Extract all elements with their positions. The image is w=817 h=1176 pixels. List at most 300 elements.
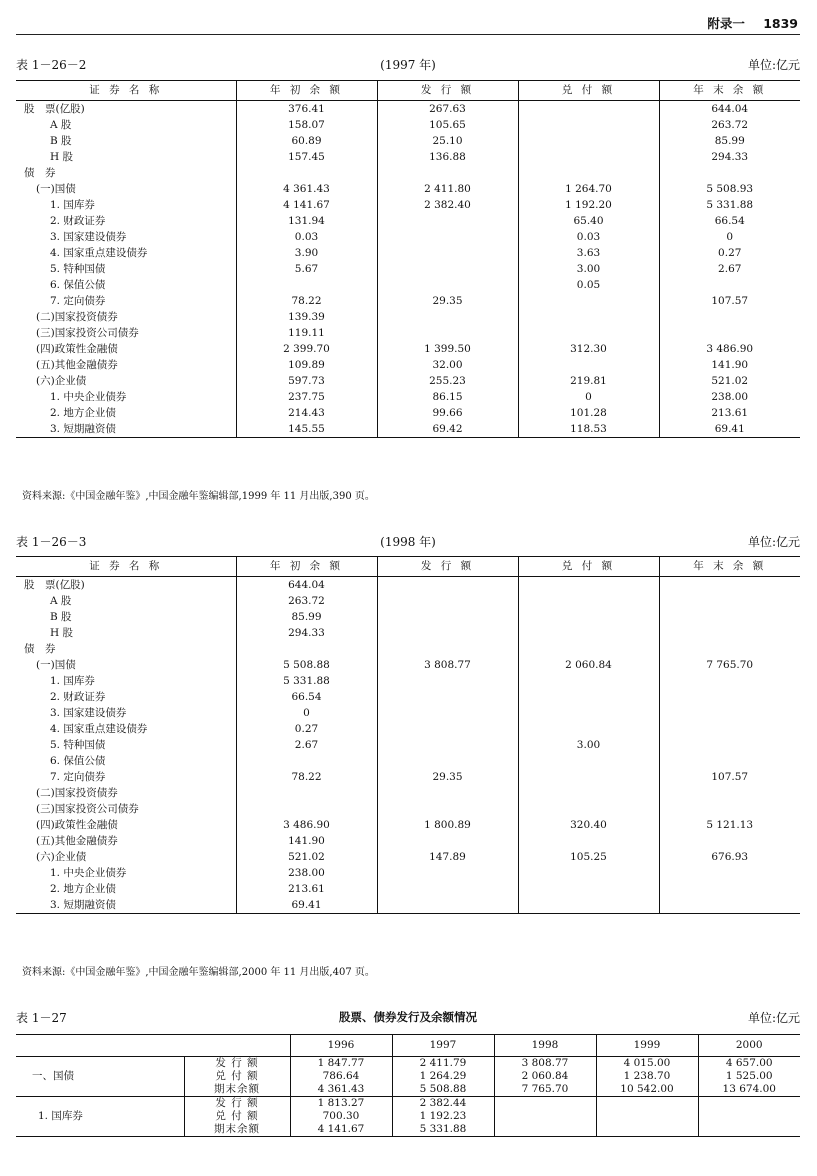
table-row xyxy=(16,689,800,705)
value-cell: 4 141.67 xyxy=(290,1123,392,1137)
opening-balance-cell: 60.89 xyxy=(236,133,377,149)
value-cell: 2 411.79 xyxy=(392,1057,494,1071)
table-1998-year: (1998 年) xyxy=(380,535,436,549)
issued-amount-cell xyxy=(377,229,518,245)
value-cell xyxy=(494,1123,596,1137)
value-cell: 7 765.70 xyxy=(494,1083,596,1097)
table-row xyxy=(16,865,800,881)
opening-balance-cell xyxy=(236,753,377,769)
closing-balance-cell xyxy=(659,689,800,705)
value-cell: 1 264.29 xyxy=(392,1070,494,1083)
issued-amount-cell: 25.10 xyxy=(377,133,518,149)
opening-balance-cell: 139.39 xyxy=(236,309,377,325)
redeemed-amount-cell: 0 xyxy=(518,389,659,405)
opening-balance-cell: 66.54 xyxy=(236,689,377,705)
value-cell: 1 192.23 xyxy=(392,1110,494,1123)
redeemed-amount-cell xyxy=(518,149,659,165)
security-name: (二)国家投资债券 xyxy=(36,787,118,799)
redeemed-amount-cell: 1 264.70 xyxy=(518,181,659,197)
redeemed-amount-cell: 3.63 xyxy=(518,245,659,261)
security-name: (一)国债 xyxy=(36,183,76,195)
opening-balance-cell: 3 486.90 xyxy=(236,817,377,833)
opening-balance-cell: 158.07 xyxy=(236,117,377,133)
security-name: (五)其他金融债券 xyxy=(36,359,118,371)
issued-amount-cell: 136.88 xyxy=(377,149,518,165)
table-row xyxy=(16,277,800,293)
closing-balance-cell xyxy=(659,753,800,769)
closing-balance-cell xyxy=(659,785,800,801)
redeemed-amount-cell: 0.05 xyxy=(518,277,659,293)
security-name: (四)政策性金融债 xyxy=(36,343,118,355)
table-row xyxy=(16,197,800,213)
table-row xyxy=(16,833,800,849)
redeemed-amount-cell xyxy=(518,641,659,657)
closing-balance-cell: 5 121.13 xyxy=(659,817,800,833)
opening-balance-cell: 213.61 xyxy=(236,881,377,897)
value-cell: 5 331.88 xyxy=(392,1123,494,1137)
year-header: 1997 xyxy=(392,1035,494,1057)
metric-label: 兑 付 额 xyxy=(184,1110,290,1123)
security-name: 股 票(亿股) xyxy=(24,103,85,115)
closing-balance-cell xyxy=(659,737,800,753)
column-header: 兑 付 额 xyxy=(518,557,659,577)
metric-label: 发 行 额 xyxy=(184,1097,290,1111)
value-cell xyxy=(698,1123,800,1137)
table-row xyxy=(16,421,800,438)
column-header: 兑 付 额 xyxy=(518,81,659,101)
issued-amount-cell xyxy=(377,609,518,625)
closing-balance-cell xyxy=(659,801,800,817)
closing-balance-cell: 521.02 xyxy=(659,373,800,389)
closing-balance-cell: 5 331.88 xyxy=(659,197,800,213)
table-row xyxy=(16,641,800,657)
security-name: 3. 国家建设债券 xyxy=(50,231,127,243)
issued-amount-cell xyxy=(377,833,518,849)
security-name: 股 票(亿股) xyxy=(24,579,85,591)
security-name: 2. 地方企业债 xyxy=(50,407,116,419)
closing-balance-cell: 7 765.70 xyxy=(659,657,800,673)
opening-balance-cell: 214.43 xyxy=(236,405,377,421)
closing-balance-cell: 238.00 xyxy=(659,389,800,405)
column-header: 证 券 名 称 xyxy=(89,84,163,96)
redeemed-amount-cell xyxy=(518,293,659,309)
issued-amount-cell xyxy=(377,309,518,325)
closing-balance-cell: 263.72 xyxy=(659,117,800,133)
table-row xyxy=(16,705,800,721)
table-1998-caption xyxy=(16,533,800,551)
value-cell: 2 382.44 xyxy=(392,1097,494,1111)
redeemed-amount-cell xyxy=(518,881,659,897)
year-header: 2000 xyxy=(698,1035,800,1057)
redeemed-amount-cell xyxy=(518,673,659,689)
column-header: 证 券 名 称 xyxy=(89,560,163,572)
issued-amount-cell xyxy=(377,641,518,657)
issued-amount-cell xyxy=(377,165,518,181)
issued-amount-cell xyxy=(377,785,518,801)
security-name: (一)国债 xyxy=(36,659,76,671)
table-row xyxy=(16,769,800,785)
issued-amount-cell: 147.89 xyxy=(377,849,518,865)
value-cell: 13 674.00 xyxy=(698,1083,800,1097)
opening-balance-cell: 294.33 xyxy=(236,625,377,641)
closing-balance-cell: 66.54 xyxy=(659,213,800,229)
table-row xyxy=(16,817,800,833)
table-row xyxy=(16,389,800,405)
value-cell: 3 808.77 xyxy=(494,1057,596,1071)
table-row xyxy=(16,373,800,389)
security-name: H 股 xyxy=(50,151,73,163)
table-127-header-row xyxy=(16,1035,800,1057)
opening-balance-cell: 263.72 xyxy=(236,593,377,609)
security-name: A 股 xyxy=(50,595,72,607)
issued-amount-cell: 1 800.89 xyxy=(377,817,518,833)
table-127 xyxy=(16,1034,800,1137)
table-127-caption xyxy=(16,1009,800,1027)
table-row xyxy=(16,785,800,801)
opening-balance-cell: 2.67 xyxy=(236,737,377,753)
value-cell: 1 238.70 xyxy=(596,1070,698,1083)
table-row xyxy=(16,593,800,609)
table-row xyxy=(16,101,800,118)
issued-amount-cell: 267.63 xyxy=(377,101,518,118)
column-header: 发 行 额 xyxy=(377,81,518,101)
security-name: A 股 xyxy=(50,119,72,131)
redeemed-amount-cell xyxy=(518,705,659,721)
value-cell: 4 361.43 xyxy=(290,1083,392,1097)
closing-balance-cell: 69.41 xyxy=(659,421,800,438)
table-row xyxy=(16,133,800,149)
closing-balance-cell xyxy=(659,673,800,689)
opening-balance-cell: 0 xyxy=(236,705,377,721)
table-row xyxy=(16,117,800,133)
closing-balance-cell: 0 xyxy=(659,229,800,245)
metric-label: 期末余额 xyxy=(184,1083,290,1097)
value-cell: 1 847.77 xyxy=(290,1057,392,1071)
column-header: 年 末 余 额 xyxy=(659,557,800,577)
opening-balance-cell: 5.67 xyxy=(236,261,377,277)
table-127-unit: 单位:亿元 xyxy=(747,1011,800,1025)
issued-amount-cell xyxy=(377,625,518,641)
security-name: 4. 国家重点建设债券 xyxy=(50,247,148,259)
value-cell: 786.64 xyxy=(290,1070,392,1083)
table-1998-code: 表 1－26－3 xyxy=(16,535,87,549)
closing-balance-cell xyxy=(659,641,800,657)
value-cell xyxy=(494,1097,596,1111)
security-name: 2. 地方企业债 xyxy=(50,883,116,895)
table-row xyxy=(16,341,800,357)
closing-balance-cell: 5 508.93 xyxy=(659,181,800,197)
redeemed-amount-cell: 3.00 xyxy=(518,261,659,277)
metric-label: 期末余额 xyxy=(184,1123,290,1137)
redeemed-amount-cell: 3.00 xyxy=(518,737,659,753)
closing-balance-cell: 107.57 xyxy=(659,293,800,309)
table-row xyxy=(16,1097,800,1111)
redeemed-amount-cell: 320.40 xyxy=(518,817,659,833)
security-name: 2. 财政证券 xyxy=(50,691,106,703)
table-row xyxy=(16,261,800,277)
redeemed-amount-cell: 105.25 xyxy=(518,849,659,865)
opening-balance-cell: 237.75 xyxy=(236,389,377,405)
security-name: 债 券 xyxy=(24,643,56,655)
security-name: 7. 定向债券 xyxy=(50,295,106,307)
issued-amount-cell: 86.15 xyxy=(377,389,518,405)
closing-balance-cell: 0.27 xyxy=(659,245,800,261)
redeemed-amount-cell xyxy=(518,165,659,181)
year-header: 1999 xyxy=(596,1035,698,1057)
issued-amount-cell: 69.42 xyxy=(377,421,518,438)
issued-amount-cell xyxy=(377,881,518,897)
table-row xyxy=(16,245,800,261)
issued-amount-cell: 29.35 xyxy=(377,769,518,785)
table-row xyxy=(16,293,800,309)
group-name: 1. 国库券 xyxy=(38,1110,83,1122)
table-row xyxy=(16,897,800,914)
redeemed-amount-cell xyxy=(518,357,659,373)
opening-balance-cell: 238.00 xyxy=(236,865,377,881)
issued-amount-cell xyxy=(377,593,518,609)
table-row xyxy=(16,325,800,341)
year-header: 1998 xyxy=(494,1035,596,1057)
metric-label: 兑 付 额 xyxy=(184,1070,290,1083)
table-1998-header-row xyxy=(16,557,800,577)
header-section: 附录一 xyxy=(707,16,745,31)
security-name: (四)政策性金融债 xyxy=(36,819,118,831)
opening-balance-cell: 78.22 xyxy=(236,293,377,309)
closing-balance-cell: 676.93 xyxy=(659,849,800,865)
security-name: 7. 定向债券 xyxy=(50,771,106,783)
value-cell: 4 657.00 xyxy=(698,1057,800,1071)
table-row xyxy=(16,625,800,641)
redeemed-amount-cell xyxy=(518,865,659,881)
table-row xyxy=(16,405,800,421)
value-cell: 2 060.84 xyxy=(494,1070,596,1083)
closing-balance-cell xyxy=(659,625,800,641)
security-name: (六)企业债 xyxy=(36,375,87,387)
closing-balance-cell xyxy=(659,609,800,625)
table-row xyxy=(16,1057,800,1071)
redeemed-amount-cell xyxy=(518,801,659,817)
redeemed-amount-cell xyxy=(518,325,659,341)
header-page-number: 1839 xyxy=(763,16,798,31)
opening-balance-cell: 521.02 xyxy=(236,849,377,865)
metric-label: 发 行 额 xyxy=(184,1057,290,1071)
table-1997-caption xyxy=(16,56,800,74)
issued-amount-cell xyxy=(377,753,518,769)
closing-balance-cell: 2.67 xyxy=(659,261,800,277)
redeemed-amount-cell xyxy=(518,133,659,149)
closing-balance-cell: 3 486.90 xyxy=(659,341,800,357)
opening-balance-cell: 78.22 xyxy=(236,769,377,785)
security-name: (三)国家投资公司债券 xyxy=(36,327,139,339)
opening-balance-cell xyxy=(236,165,377,181)
issued-amount-cell xyxy=(377,213,518,229)
opening-balance-cell: 5 508.88 xyxy=(236,657,377,673)
table-row xyxy=(16,357,800,373)
closing-balance-cell xyxy=(659,705,800,721)
issued-amount-cell: 105.65 xyxy=(377,117,518,133)
opening-balance-cell: 3.90 xyxy=(236,245,377,261)
opening-balance-cell: 597.73 xyxy=(236,373,377,389)
issued-amount-cell xyxy=(377,737,518,753)
table-1997-unit: 单位:亿元 xyxy=(747,58,800,72)
issued-amount-cell: 99.66 xyxy=(377,405,518,421)
table-1997-year: (1997 年) xyxy=(380,58,436,72)
opening-balance-cell: 0.03 xyxy=(236,229,377,245)
opening-balance-cell: 376.41 xyxy=(236,101,377,118)
value-cell: 1 813.27 xyxy=(290,1097,392,1111)
table-127-corner xyxy=(16,1035,290,1057)
redeemed-amount-cell: 219.81 xyxy=(518,373,659,389)
opening-balance-cell: 157.45 xyxy=(236,149,377,165)
opening-balance-cell: 2 399.70 xyxy=(236,341,377,357)
security-name: 1. 国库券 xyxy=(50,199,95,211)
table-row xyxy=(16,673,800,689)
table-row xyxy=(16,881,800,897)
security-name: B 股 xyxy=(50,611,72,623)
table-row xyxy=(16,721,800,737)
closing-balance-cell xyxy=(659,833,800,849)
issued-amount-cell xyxy=(377,673,518,689)
security-name: (三)国家投资公司债券 xyxy=(36,803,139,815)
redeemed-amount-cell xyxy=(518,721,659,737)
security-name: 5. 特种国债 xyxy=(50,263,106,275)
issued-amount-cell xyxy=(377,865,518,881)
closing-balance-cell xyxy=(659,577,800,594)
opening-balance-cell: 0.27 xyxy=(236,721,377,737)
redeemed-amount-cell xyxy=(518,785,659,801)
security-name: 债 券 xyxy=(24,167,56,179)
value-cell xyxy=(494,1110,596,1123)
closing-balance-cell: 644.04 xyxy=(659,101,800,118)
redeemed-amount-cell: 0.03 xyxy=(518,229,659,245)
closing-balance-cell xyxy=(659,165,800,181)
opening-balance-cell xyxy=(236,641,377,657)
opening-balance-cell: 69.41 xyxy=(236,897,377,914)
security-name: H 股 xyxy=(50,627,73,639)
opening-balance-cell: 4 141.67 xyxy=(236,197,377,213)
issued-amount-cell xyxy=(377,261,518,277)
value-cell xyxy=(596,1110,698,1123)
issued-amount-cell: 255.23 xyxy=(377,373,518,389)
issued-amount-cell: 3 808.77 xyxy=(377,657,518,673)
redeemed-amount-cell xyxy=(518,833,659,849)
table-127-code: 表 1－27 xyxy=(16,1011,67,1025)
security-name: B 股 xyxy=(50,135,72,147)
table-row xyxy=(16,657,800,673)
opening-balance-cell: 5 331.88 xyxy=(236,673,377,689)
issued-amount-cell: 2 411.80 xyxy=(377,181,518,197)
redeemed-amount-cell xyxy=(518,625,659,641)
closing-balance-cell xyxy=(659,277,800,293)
value-cell: 1 525.00 xyxy=(698,1070,800,1083)
redeemed-amount-cell xyxy=(518,117,659,133)
closing-balance-cell: 294.33 xyxy=(659,149,800,165)
issued-amount-cell: 32.00 xyxy=(377,357,518,373)
table-1997-source: 资料来源:《中国金融年鉴》,中国金融年鉴编辑部,1999 年 11 月出版,390 页。 xyxy=(22,491,375,502)
security-name: 5. 特种国债 xyxy=(50,739,106,751)
closing-balance-cell xyxy=(659,897,800,914)
opening-balance-cell xyxy=(236,785,377,801)
opening-balance-cell: 119.11 xyxy=(236,325,377,341)
redeemed-amount-cell xyxy=(518,101,659,118)
column-header: 发 行 额 xyxy=(377,557,518,577)
table-row xyxy=(16,801,800,817)
security-name: 3. 短期融资债 xyxy=(50,899,116,911)
table-row xyxy=(16,229,800,245)
value-cell xyxy=(698,1097,800,1111)
opening-balance-cell: 131.94 xyxy=(236,213,377,229)
closing-balance-cell xyxy=(659,593,800,609)
redeemed-amount-cell: 1 192.20 xyxy=(518,197,659,213)
opening-balance-cell xyxy=(236,277,377,293)
table-1997-header-row xyxy=(16,81,800,101)
value-cell: 10 542.00 xyxy=(596,1083,698,1097)
group-name: 一、国债 xyxy=(32,1070,74,1082)
closing-balance-cell xyxy=(659,721,800,737)
table-1997-code: 表 1－26－2 xyxy=(16,58,87,72)
table-1998-unit: 单位:亿元 xyxy=(747,535,800,549)
closing-balance-cell: 213.61 xyxy=(659,405,800,421)
table-row xyxy=(16,737,800,753)
summary-group xyxy=(16,1057,800,1097)
issued-amount-cell xyxy=(377,721,518,737)
issued-amount-cell xyxy=(377,801,518,817)
closing-balance-cell xyxy=(659,881,800,897)
issued-amount-cell: 1 399.50 xyxy=(377,341,518,357)
opening-balance-cell: 644.04 xyxy=(236,577,377,594)
redeemed-amount-cell: 101.28 xyxy=(518,405,659,421)
security-name: 4. 国家重点建设债券 xyxy=(50,723,148,735)
value-cell: 700.30 xyxy=(290,1110,392,1123)
opening-balance-cell xyxy=(236,801,377,817)
column-header: 年 末 余 额 xyxy=(659,81,800,101)
table-127-title: 股票、债券发行及余额情况 xyxy=(339,1010,477,1024)
redeemed-amount-cell: 2 060.84 xyxy=(518,657,659,673)
summary-group xyxy=(16,1097,800,1137)
table-row xyxy=(16,577,800,594)
opening-balance-cell: 4 361.43 xyxy=(236,181,377,197)
redeemed-amount-cell: 65.40 xyxy=(518,213,659,229)
issued-amount-cell xyxy=(377,897,518,914)
redeemed-amount-cell: 312.30 xyxy=(518,341,659,357)
security-name: 1. 国库券 xyxy=(50,675,95,687)
opening-balance-cell: 145.55 xyxy=(236,421,377,438)
security-name: (六)企业债 xyxy=(36,851,87,863)
header-right xyxy=(693,14,798,32)
opening-balance-cell: 109.89 xyxy=(236,357,377,373)
issued-amount-cell: 2 382.40 xyxy=(377,197,518,213)
table-row xyxy=(16,165,800,181)
security-name: 6. 保值公债 xyxy=(50,279,106,291)
issued-amount-cell xyxy=(377,245,518,261)
table-row xyxy=(16,753,800,769)
running-header xyxy=(16,12,800,35)
security-name: 3. 短期融资债 xyxy=(50,423,116,435)
closing-balance-cell xyxy=(659,325,800,341)
closing-balance-cell: 107.57 xyxy=(659,769,800,785)
year-header: 1996 xyxy=(290,1035,392,1057)
value-cell xyxy=(596,1123,698,1137)
issued-amount-cell: 29.35 xyxy=(377,293,518,309)
value-cell: 5 508.88 xyxy=(392,1083,494,1097)
column-header: 年 初 余 额 xyxy=(236,557,377,577)
closing-balance-cell: 85.99 xyxy=(659,133,800,149)
redeemed-amount-cell xyxy=(518,689,659,705)
security-name: 1. 中央企业债券 xyxy=(50,867,127,879)
redeemed-amount-cell xyxy=(518,309,659,325)
closing-balance-cell xyxy=(659,309,800,325)
security-name: 1. 中央企业债券 xyxy=(50,391,127,403)
